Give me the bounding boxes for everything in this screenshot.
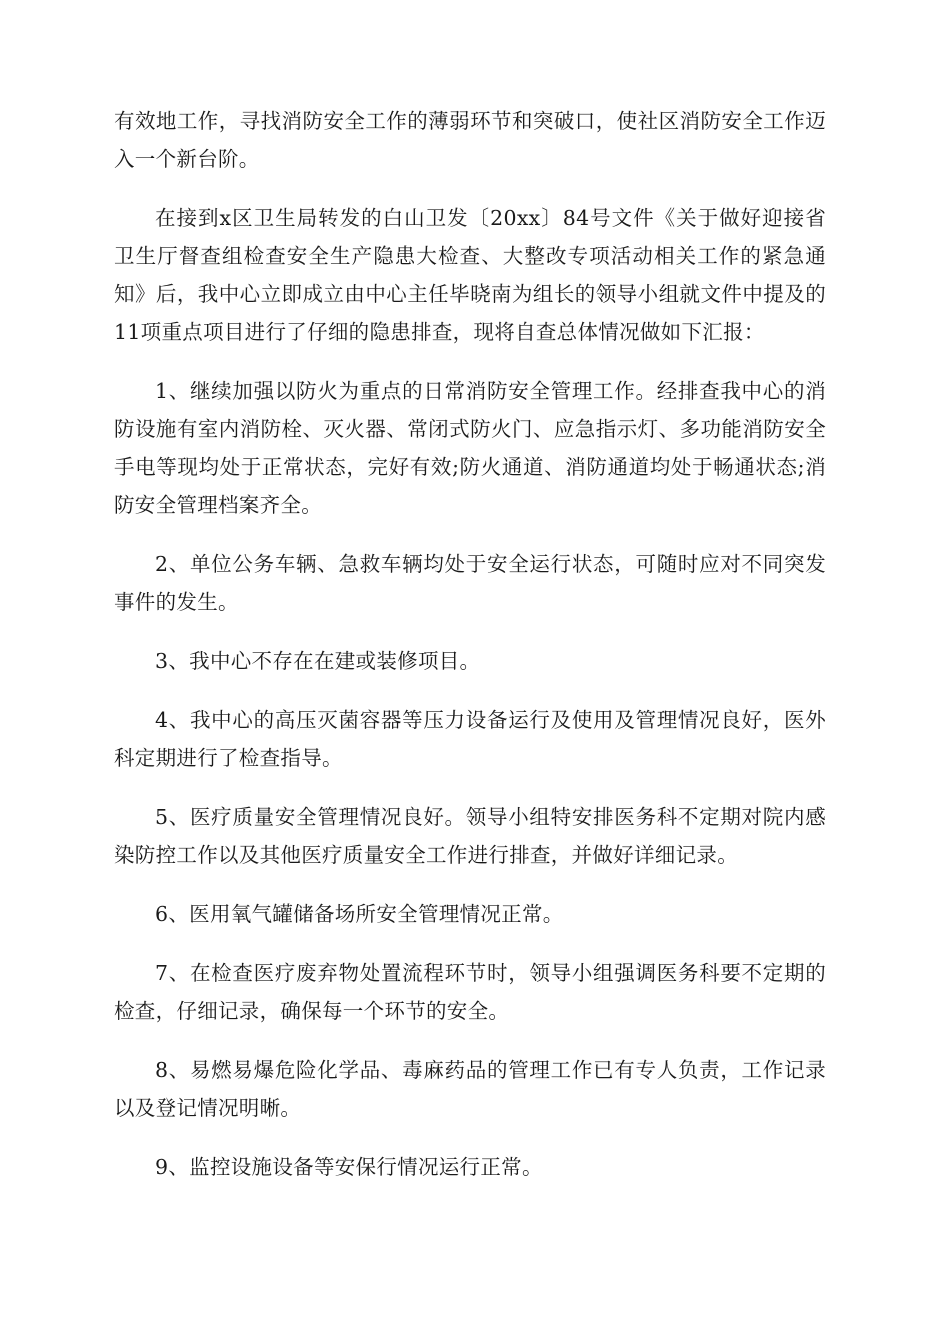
paragraph-intro: 在接到x区卫生局转发的白山卫发〔20xx〕84号文件《关于做好迎接省卫生厅督查组检查安全生产隐患大检查、大整改专项活动相关工作的紧急通知》后，我中心立即成立由中心主任毕晓南为组长的领导小组就文件中提及的11项重点项目进行了仔细的隐患排查，现将自查总体情况做如下汇报：	[114, 206, 826, 344]
paragraph-item-5: 5、医疗质量安全管理情况良好。领导小组特安排医务科不定期对院内感染防控工作以及其他医疗质量安全工作进行排查，并做好详细记录。	[114, 805, 826, 867]
paragraph-item-2: 2、单位公务车辆、急救车辆均处于安全运行状态，可随时应对不同突发事件的发生。	[114, 552, 826, 614]
paragraph-item-4: 4、我中心的高压灭菌容器等压力设备运行及使用及管理情况良好，医外科定期进行了检查指导。	[114, 708, 826, 770]
paragraph-item-1: 1、继续加强以防火为重点的日常消防安全管理工作。经排查我中心的消防设施有室内消防栓、灭火器、常闭式防火门、应急指示灯、多功能消防安全手电等现均处于正常状态，完好有效;防火通道、消防通道均处于畅通状态;消防安全管理档案齐全。	[114, 379, 826, 517]
document-body	[114, 102, 826, 1207]
paragraph-item-9: 9、监控设施设备等安保行情况运行正常。	[155, 1155, 543, 1179]
paragraph-item-3: 3、我中心不存在在建或装修项目。	[155, 649, 481, 673]
paragraph-item-6: 6、医用氧气罐储备场所安全管理情况正常。	[155, 902, 564, 926]
paragraph-continuation: 有效地工作，寻找消防安全工作的薄弱环节和突破口，使社区消防安全工作迈入一个新台阶。	[114, 109, 826, 171]
paragraph-item-7: 7、在检查医疗废弃物处置流程环节时，领导小组强调医务科要不定期的检查，仔细记录，确保每一个环节的安全。	[114, 961, 826, 1023]
paragraph-item-8: 8、易燃易爆危险化学品、毒麻药品的管理工作已有专人负责，工作记录以及登记情况明晰。	[114, 1058, 826, 1120]
